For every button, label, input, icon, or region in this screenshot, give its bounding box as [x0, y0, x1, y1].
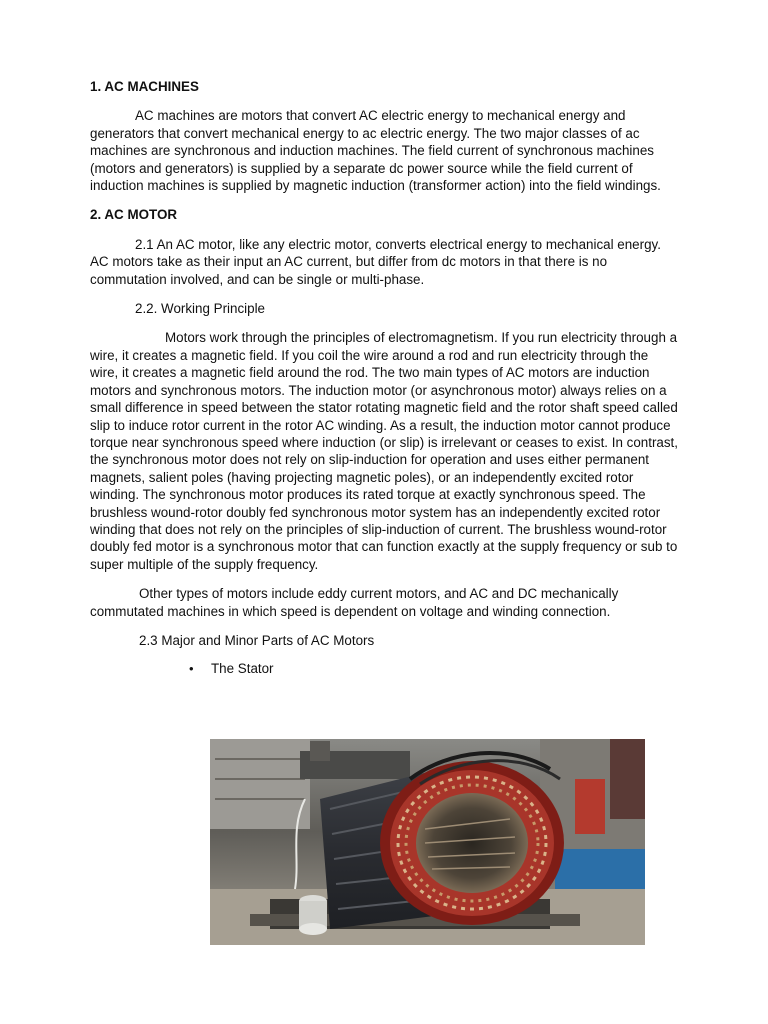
paragraph-2-1: 2.1 An AC motor, like any electric motor, converts electrical energy to mechanical energy. AC motors take as their input an AC current, but differ from dc motors in that there is no commutation involved, and can be single or multi-phase.	[90, 236, 661, 287]
list-item	[90, 660, 678, 677]
section-heading-ac-motor: 2. AC MOTOR	[90, 207, 178, 223]
subheading-working-principle: 2.2. Working Principle	[135, 301, 265, 317]
subheading-parts: 2.3 Major and Minor Parts of AC Motors	[139, 632, 375, 648]
bullet-icon: •	[189, 661, 194, 677]
paragraph-ac-machines: AC machines are motors that convert AC electric energy to mechanical energy and generators that convert mechanical energy to ac electric energy. The two major classes of ac machines are synchronous and induction machines. The field current of synchronous machines (motors and generators) is supplied by a separate dc power source while the field current of induction machines is supplied by magnetic induction (transformer action) into the field windings.	[90, 108, 661, 194]
paragraph-other-motors: Other types of motors include eddy current motors, and AC and DC mechanically commutated machines in which speed is dependent on voltage and winding connection.	[90, 586, 619, 619]
section-heading-ac-machines: 1. AC MACHINES	[90, 79, 199, 94]
list-item-label: The Stator	[211, 661, 274, 677]
paragraph-working-principle: Motors work through the principles of electromagnetism. If you run electricity through a wire, it creates a magnetic field. If you coil the wire around a rod and run electricity through the wire, it creates a magnetic field around the rod. The two main types of AC motors are induction motors and synchronous motors. The induction motor (or asynchronous motor) always relies on a small difference in speed between the stator rotating magnetic field and the rotor shaft speed called slip to induce rotor current in the rotor AC winding. As a result, the induction motor cannot produce torque near synchronous speed where induction (or slip) is irrelevant or ceases to exist. In contrast, the synchronous motor does not rely on slip-induction for operation and uses either permanent magnets, salient poles (having projecting magnetic poles), or an independently excited rotor winding. The synchronous motor produces its rated torque at exactly synchronous speed. The brushless wound-rotor doubly fed synchronous motor system has an independently excited rotor winding that does not rely on the principles of slip-induction of current. The brushless wound-rotor doubly fed motor is a synchronous motor that can function exactly at the supply frequency or sub to super multiple of the supply frequency.	[90, 330, 678, 572]
stator-photo	[210, 739, 645, 945]
stator-illustration	[210, 739, 645, 945]
